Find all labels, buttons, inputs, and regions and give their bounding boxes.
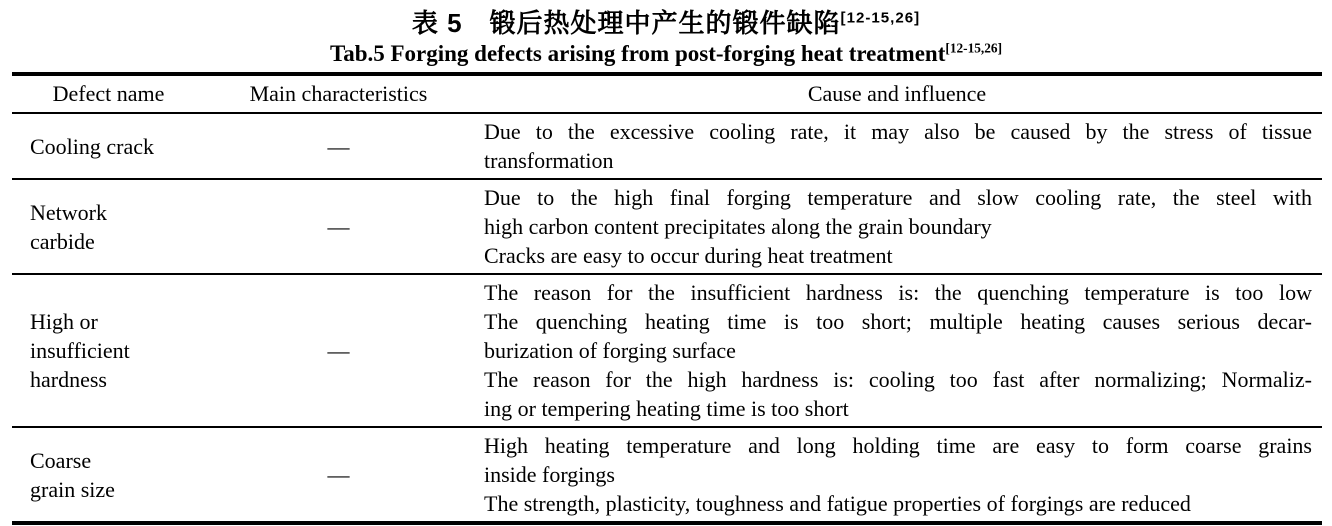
main-characteristics-cell bbox=[205, 180, 472, 273]
cause-text-line: High heating temperature and long holding time are easy to form coarse grains bbox=[484, 433, 1312, 458]
column-header-cause-and-influence: Cause and influence bbox=[807, 81, 987, 106]
cause-and-influence-cell bbox=[472, 114, 1322, 178]
table-title-zh bbox=[0, 7, 1332, 39]
cause-text-line: Due to the excessive cooling rate, it may also be caused by the stress of tissue bbox=[484, 119, 1312, 144]
defect-name-line: Network bbox=[30, 199, 107, 225]
table-header-row bbox=[12, 76, 1322, 114]
table-caption-block bbox=[0, 0, 1332, 68]
table-row bbox=[12, 275, 1322, 428]
main-characteristics-cell bbox=[205, 428, 472, 521]
defect-name-line: hardness bbox=[30, 367, 107, 392]
cause-text-line: Cracks are easy to occur during heat treatment bbox=[484, 243, 893, 268]
defect-name-line: Cooling crack bbox=[30, 133, 155, 159]
cause-text-line: Due to the high final forging temperature and slow cooling rate, the steel with bbox=[484, 185, 1312, 210]
table-body bbox=[12, 114, 1322, 521]
table-row bbox=[12, 428, 1322, 521]
main-characteristics-cell bbox=[205, 114, 472, 178]
forging-defects-table bbox=[12, 72, 1322, 525]
defect-name-line: insufficient bbox=[30, 338, 130, 363]
defect-name-line: High or bbox=[30, 309, 98, 334]
cause-text-line: high carbon content precipitates along the grain boundary bbox=[484, 214, 992, 239]
defect-name-cell bbox=[12, 180, 205, 273]
cause-text-line: inside forgings bbox=[484, 462, 615, 487]
defect-name-cell bbox=[12, 428, 205, 521]
table-title-en bbox=[0, 40, 1332, 68]
em-dash-placeholder: — bbox=[327, 462, 350, 487]
table-row bbox=[12, 114, 1322, 180]
cause-and-influence-cell bbox=[472, 275, 1322, 426]
table-title-en-text: Tab.5 Forging defects arising from post-forging heat treatment bbox=[329, 41, 946, 66]
cause-text-line: burization of forging surface bbox=[484, 338, 736, 363]
em-dash-placeholder: — bbox=[327, 133, 350, 159]
cause-text-line: The strength, plasticity, toughness and fatigue properties of forgings are reduced bbox=[484, 491, 1191, 516]
em-dash-placeholder: — bbox=[327, 214, 350, 239]
cause-text-line: ing or tempering heating time is too short bbox=[484, 396, 849, 421]
defect-name-line: carbide bbox=[30, 228, 95, 254]
table-row bbox=[12, 180, 1322, 275]
table-title-en-citation: [12-15,26] bbox=[945, 40, 1003, 56]
table-title-zh-citation: [12-15,26] bbox=[840, 9, 921, 27]
cause-and-influence-cell bbox=[472, 428, 1322, 521]
main-characteristics-cell bbox=[205, 275, 472, 426]
cause-text-line: The quenching heating time is too short; multiple heating causes serious decar- bbox=[484, 309, 1312, 334]
defect-name-cell bbox=[12, 275, 205, 426]
cause-text-line: The reason for the insufficient hardness is: the quenching temperature is too low bbox=[484, 280, 1312, 305]
cause-text-line: The reason for the high hardness is: cooling too fast after normalizing; Normaliz- bbox=[484, 367, 1312, 392]
defect-name-cell bbox=[12, 114, 205, 178]
cause-and-influence-cell bbox=[472, 180, 1322, 273]
defect-name-line: Coarse bbox=[30, 447, 92, 473]
column-header-defect-name: Defect name bbox=[52, 81, 165, 106]
column-header-main-characteristics: Main characteristics bbox=[249, 81, 428, 106]
em-dash-placeholder: — bbox=[327, 338, 350, 363]
table-title-zh-text: 表 5 锻后热处理中产生的锻件缺陷 bbox=[411, 8, 841, 38]
cause-text-line: transformation bbox=[484, 148, 614, 173]
defect-name-line: grain size bbox=[30, 476, 115, 502]
